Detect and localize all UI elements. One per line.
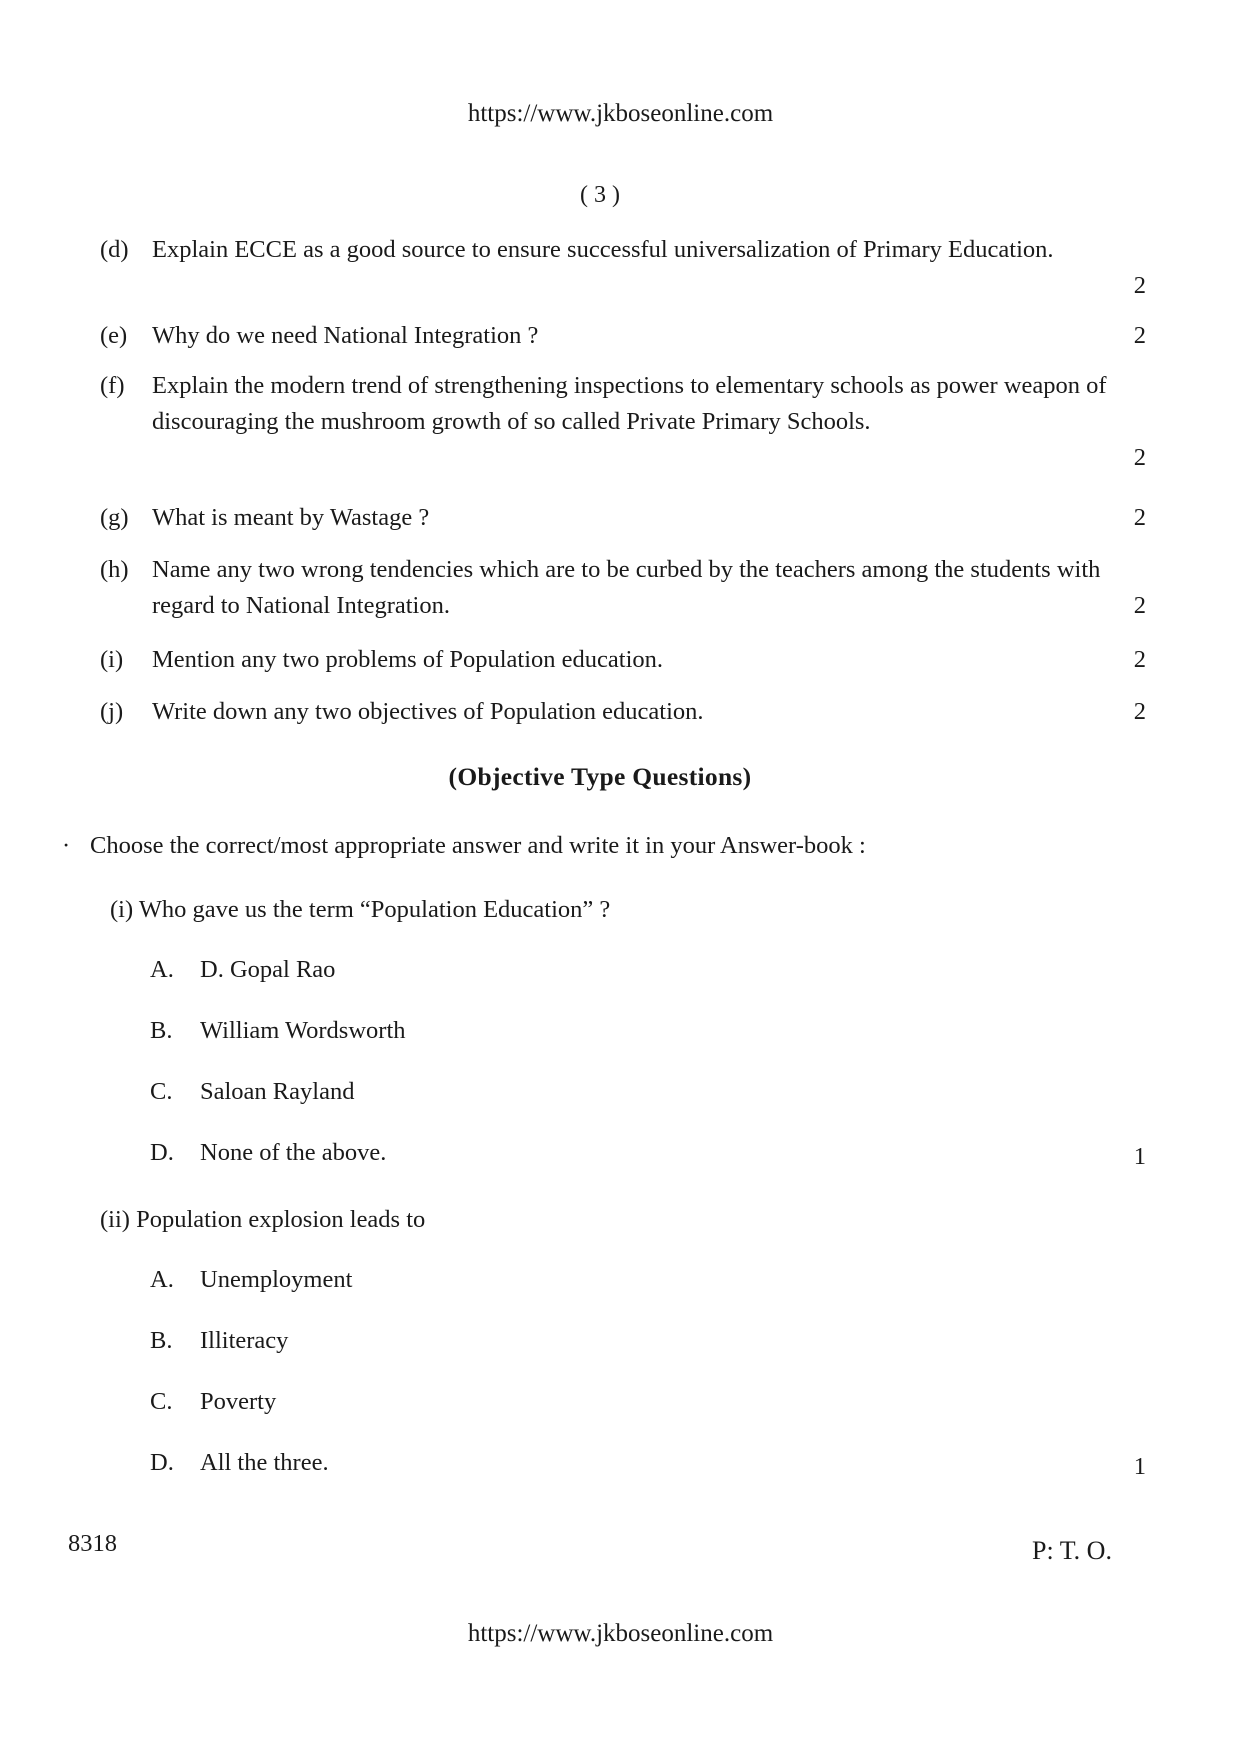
option-letter: D. <box>150 1449 174 1476</box>
question-f <box>100 368 1146 471</box>
objective-question-i <box>110 896 610 924</box>
option-letter: A. <box>150 956 174 983</box>
objective-text: Population explosion leads to <box>136 1206 426 1233</box>
question-label: (j) <box>100 698 124 725</box>
instruction-text: · Choose the correct/most appropriate answer and write it in your Answer-book : <box>62 832 866 859</box>
question-marks: 2 <box>1133 646 1146 673</box>
question-j <box>100 694 1146 730</box>
objective-text: Who gave us the term “Population Education” ? <box>138 896 611 923</box>
objective-marks: 1 <box>1133 1453 1146 1480</box>
question-i <box>100 642 1146 678</box>
pto-label: P: T. O. <box>1032 1536 1112 1565</box>
question-text: Explain ECCE as a good source to ensure successful universalization of Primary Education. <box>152 236 1054 263</box>
option <box>150 1449 329 1477</box>
question-marks: 2 <box>1133 272 1146 299</box>
option <box>150 1139 386 1167</box>
objective-label: (ii) <box>100 1206 130 1233</box>
option <box>150 1327 288 1355</box>
option <box>150 1078 354 1106</box>
question-text: Write down any two objectives of Population education. <box>152 698 704 725</box>
question-label: (e) <box>100 322 128 349</box>
question-text: Name any two wrong tendencies which are to be curbed by the teachers among the students with regard to National Integration. <box>152 556 1101 619</box>
option-letter: C. <box>150 1388 173 1415</box>
question-label: (d) <box>100 236 129 263</box>
option-letter: D. <box>150 1139 174 1166</box>
objective-marks: 1 <box>1133 1143 1146 1170</box>
question-label: (i) <box>100 646 124 673</box>
question-text: Mention any two problems of Population education. <box>152 646 664 673</box>
section-heading: (Objective Type Questions) <box>448 762 752 791</box>
question-d <box>100 232 1146 299</box>
option-text: Illiteracy <box>200 1327 289 1354</box>
instruction-label: Choose the correct/most appropriate answer and write it in your Answer-book : <box>90 832 866 859</box>
option-letter: C. <box>150 1078 173 1105</box>
question-marks: 2 <box>1133 504 1146 531</box>
footer-url: https://www.jkboseonline.com <box>467 1620 774 1647</box>
question-marks: 2 <box>1133 592 1146 619</box>
question-label: (g) <box>100 504 129 531</box>
option <box>150 1266 352 1294</box>
question-text: What is meant by Wastage ? <box>152 504 430 531</box>
question-marks: 2 <box>1133 698 1146 725</box>
page-number: ( 3 ) <box>580 182 620 208</box>
option-letter: A. <box>150 1266 174 1293</box>
header-url: https://www.jkboseonline.com <box>467 100 774 127</box>
option <box>150 1017 406 1045</box>
option-text: All the three. <box>200 1449 329 1476</box>
objective-label: (i) <box>110 896 134 923</box>
option-text: Poverty <box>200 1388 277 1415</box>
question-g <box>100 500 1146 536</box>
question-e <box>100 318 1146 354</box>
question-marks: 2 <box>1133 444 1146 471</box>
question-marks: 2 <box>1133 322 1146 349</box>
question-label: (h) <box>100 556 129 583</box>
question-text: Explain the modern trend of strengthening inspections to elementary schools as power weapon of discouraging the mushroom growth of so called Private Primary Schools. <box>152 372 1107 435</box>
question-label: (f) <box>100 372 125 399</box>
option-text: William Wordsworth <box>200 1017 406 1044</box>
option-text: None of the above. <box>200 1139 387 1166</box>
option <box>150 956 335 984</box>
option-letter: B. <box>150 1017 173 1044</box>
option-letter: B. <box>150 1327 173 1354</box>
question-text: Why do we need National Integration ? <box>152 322 539 349</box>
question-h <box>100 552 1146 624</box>
option-text: D. Gopal Rao <box>200 956 336 983</box>
option-text: Saloan Rayland <box>200 1078 355 1105</box>
option-text: Unemployment <box>200 1266 353 1293</box>
objective-question-ii <box>100 1206 425 1234</box>
option <box>150 1388 276 1416</box>
paper-code: 8318 <box>68 1530 117 1557</box>
